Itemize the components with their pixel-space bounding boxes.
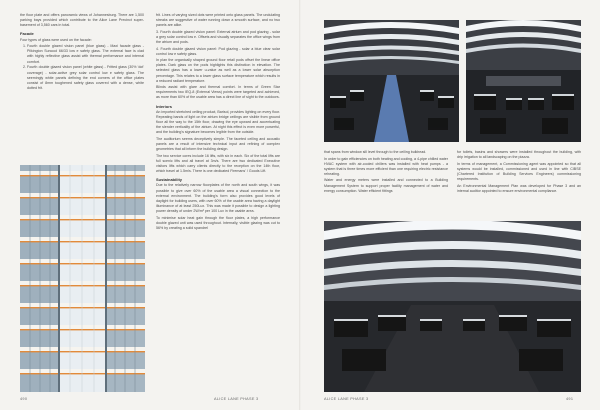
paragraph: the floor plate and offers panoramic views of Johannesburg. There are 1,500 parking bays provided which contribute to the Alice Lane Precinct super-basement of 3,560 cars in total. — [20, 13, 144, 28]
folio-number-left: 490 — [20, 397, 28, 401]
list-item: 2. Fourth double glazed vision panel (white glass) - Fritted glass (30% 'dot' coverage) - solar-active grey solar control low e safety glass. The seemingly white panels defining the end corners of the office plates consist of 8mm toughened safety glass covered with a dense, white dotted frit. — [27, 65, 144, 90]
paragraph: An imported stretched ceiling product, Barisol, provides lighting on every floor. Repeating bands of light on the atrium bridge ceilings are visible from ground floor all the way to the 15th floor, drawing the eye upward and accentuating the slender verticality of the atrium. At night this effect is even more powerful, and the building's signature becomes legible from the outside. — [156, 109, 280, 135]
facade-intro: Four types of glass were used on the facade: — [20, 37, 92, 42]
paragraph: To minimise solar heat gain through the floor plates, a high performance double glazed unit was used throughout. Internally, visible glazing was cut to 56% by creating a solid spandrel — [156, 215, 280, 230]
office-interior-photo-2 — [466, 20, 581, 142]
atrium-illustration — [20, 165, 145, 392]
office-interior-photo-1 — [324, 20, 459, 142]
right-page-column-2 — [457, 150, 581, 218]
sustainability-heading: Sustainability — [156, 177, 183, 183]
paragraph: An Environmental Management Plan was developed for Phase 3 and an internal auditor appointed to ensure environmental compliance. — [457, 183, 581, 193]
paragraph: that spans from window sill level through to the ceiling bulkhead. — [324, 150, 427, 154]
office-illustration-2 — [466, 20, 581, 142]
paragraph: In terms of management, a Commissioning agent was appointed so that all systems would be installed, commissioned and used in line with CIBSE (Chartered Institution of Building Services Engineers) commissioning requirements. — [457, 161, 581, 181]
left-page-column-1 — [20, 13, 144, 161]
paragraph: In plan the organically shaped ground floor retail pods offset the linear office plates. Dark glass on the pods highlights this distinction in elevation. The selected glass has a lower u-value as well as a lower solar absorption percentage. This relates to a lower glass surface temperature which results in a reduced radiant temperature. — [156, 58, 280, 83]
folio-title-left: ALICE LANE PHASE 3 — [214, 397, 259, 401]
paragraph: Due to the relatively narrow floorplates of the north and south wings, it was possible to give over 60% of the usable area a visual connection to the external environment. The building's form also provides good levels of daylight for building users, with over 60% of the usable area having a daylight illuminance of at least 250Lux. This was made it possible to design a lighting power density of under 2W/m² per 100 Lux in the usable area. — [156, 183, 280, 213]
paragraph: for toilets, basins and showers were installed throughout the building, with drip irrigation to all landscaping on the piazza. — [457, 150, 581, 160]
facade-list — [20, 44, 144, 91]
list-item: 3. Fourth double glazed vision panel: External atrium and pod glazing - solar a grey solar control low e. Offsets and visually separates the office wings from the atrium and pods. — [156, 29, 280, 44]
office-interior-photo-3 — [324, 221, 581, 392]
facade-heading: Facade — [20, 31, 34, 37]
list-item: 4. Fourth double glazed vision panel: Pod glazing - solar a blue clear solar control low e safety glass. — [156, 46, 280, 56]
paragraph: Blinds assist with glare and thermal comfort. In terms of Green Star requirements two IEQ-8 (External Views) points were targeted and achieved, as more than 60% of the usable area has a direct line of sight to the outdoors. — [156, 85, 280, 100]
office-illustration-3 — [324, 221, 581, 392]
atrium-photo — [20, 165, 145, 392]
interiors-heading: Interiors — [156, 103, 173, 109]
paragraph: The two service cores include 16 lifts, with six in each. Six of the total lifts are full scenic lifts and all travel at 3m/s. There are two dedicated Executive visitors lifts which carry clients directly to the reception on the 14th floor, which travel at 1.5m/s. There is one dedicated Firemans' / Goods Lift. — [156, 153, 280, 173]
folio-number-right: 491 — [566, 397, 574, 401]
folio-title-right: ALICE LANE PHASE 3 — [324, 397, 369, 401]
left-page-column-2 — [156, 13, 280, 393]
paragraph: The auditorium seems deceptively simple. The faceted ceiling and acoustic panels are a result of intensive technical input and refining of complex geometries that all inform the building design. — [156, 136, 280, 152]
paragraph: Water and energy meters were installed and connected to a Building Management System to support proper facility management of water and energy consumption. Water efficient fittings — [324, 178, 448, 193]
spine-gutter — [299, 0, 301, 410]
office-illustration-1 — [324, 20, 459, 142]
right-page-column-1 — [324, 150, 448, 218]
paragraph: frit. Lines of varying sized dots were printed onto glass panels. The undulating streaks are suggestive of water running down a smooth surface, and no two panels are alike. — [156, 13, 280, 28]
paragraph: In order to gain efficiencies on both heating and cooling, a 4-pipe chilled water HVAC system with air-cooled chillers was installed with heat pumps - a system that is three times more efficient than one requiring electric resistance reheating. — [324, 156, 448, 176]
list-item: 1. Fourth double glazed vision panel (blue glass) - Maxi facade glass - Pilkington Suncool 66/33 low e safety glass. The external face is clad with highly reflective glass assist with thermal performance and internal comfort. — [27, 44, 144, 64]
